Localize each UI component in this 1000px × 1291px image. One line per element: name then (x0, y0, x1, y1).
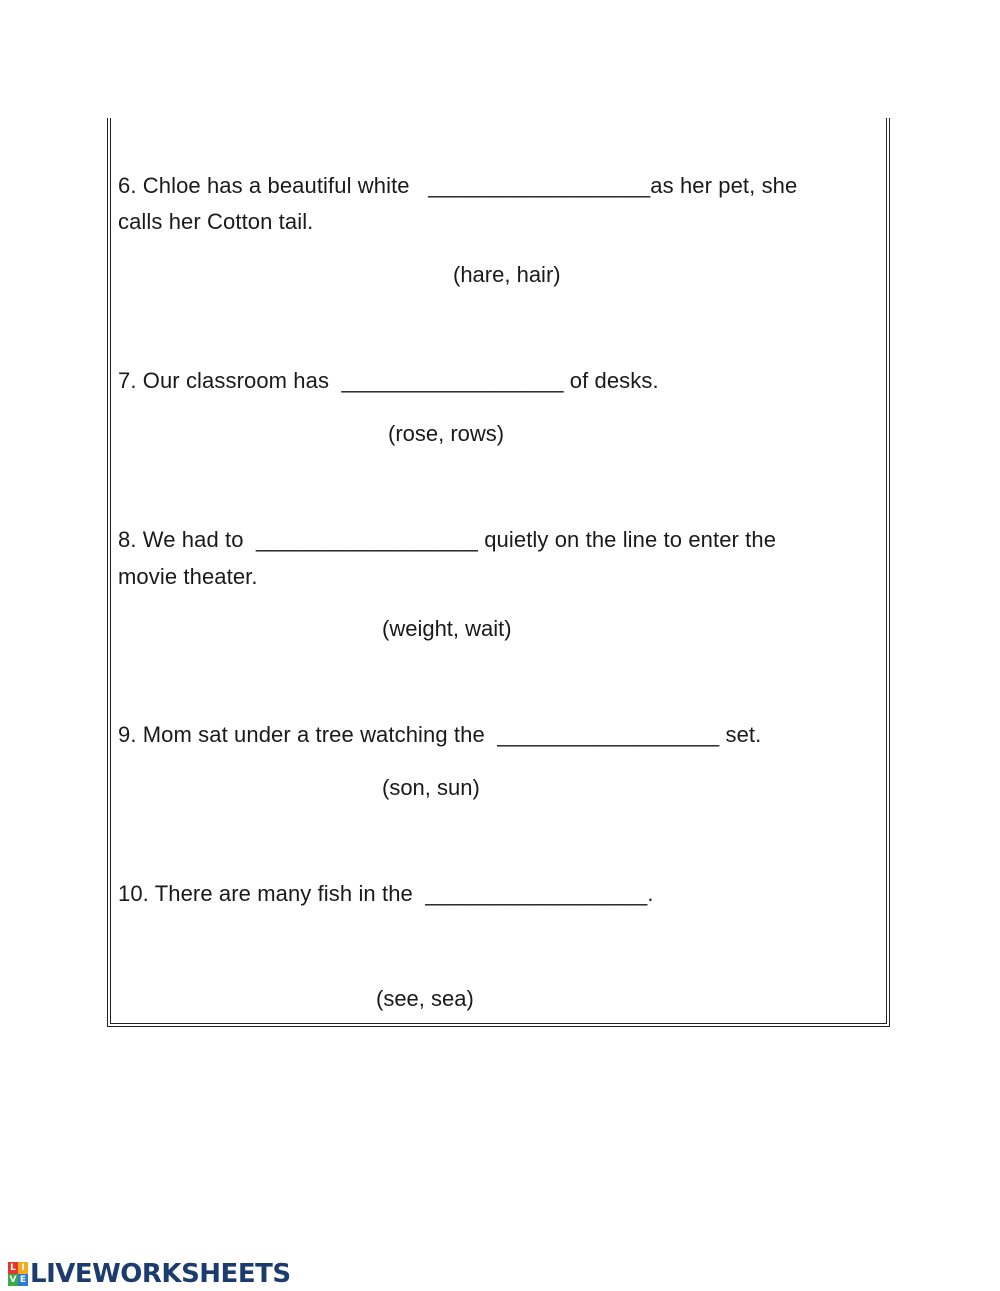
logo-mark-e: E (19, 1275, 27, 1285)
question-8-line-2: movie theater. (118, 564, 258, 589)
question-6-line-1: 6. Chloe has a beautiful white __________________as her pet, she (118, 173, 798, 198)
question-8-line-1: 8. We had to __________________ quietly on the line to enter the (118, 527, 777, 552)
logo-mark-l: L (8, 1262, 18, 1274)
question-9-line-1: 9. Mom sat under a tree watching the __________________ set. (118, 722, 762, 747)
question-10-line-1: 10. There are many fish in the __________________. (118, 881, 654, 906)
question-7-line-1: 7. Our classroom has __________________ of desks. (118, 368, 659, 393)
logo-text: LIVEWORKSHEETS (30, 1259, 291, 1289)
logo-mark-icon (8, 1262, 28, 1286)
question-10-hint: (see, sea) (376, 986, 474, 1011)
logo-mark-v: V (9, 1275, 17, 1285)
question-7-hint: (rose, rows) (388, 421, 505, 446)
question-6-hint: (hare, hair) (453, 262, 561, 287)
liveworksheets-logo[interactable] (8, 1257, 291, 1291)
logo-mark-i: I (18, 1262, 28, 1274)
question-6-line-2: calls her Cotton tail. (118, 209, 314, 234)
question-8-hint: (weight, wait) (382, 616, 512, 641)
question-9-hint: (son, sun) (382, 775, 480, 800)
